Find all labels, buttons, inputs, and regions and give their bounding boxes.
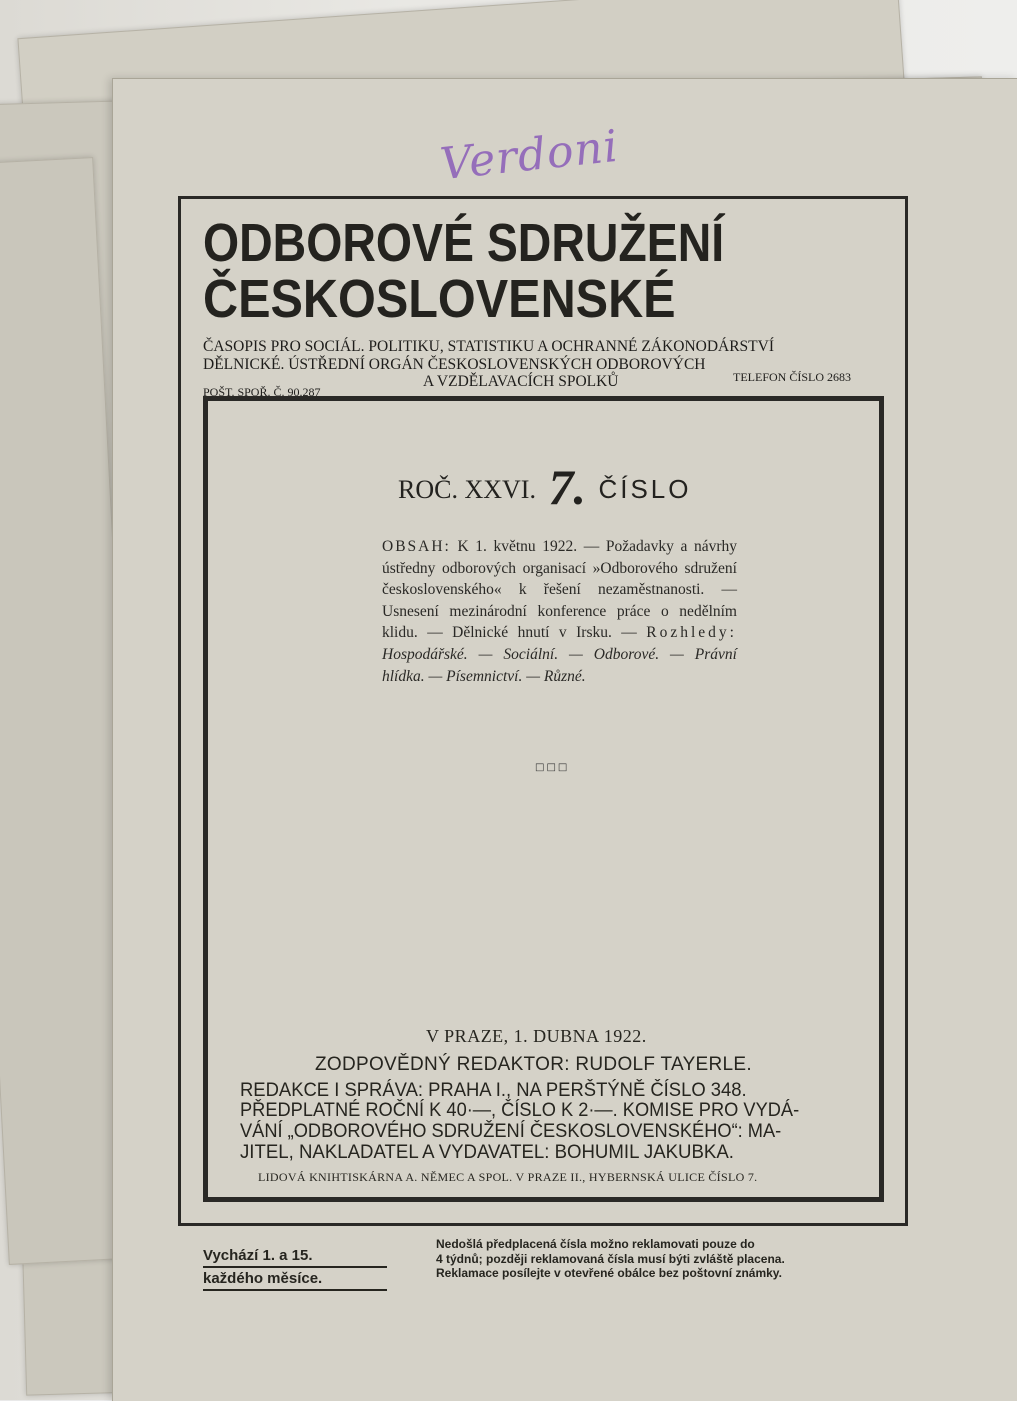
issue-heading [398,452,692,515]
telephone-number: TELEFON ČÍSLO 2683 [733,370,851,384]
issue-volume: ROČ. XXVI. [398,475,536,504]
contents-rozhledy-label: Rozhledy: [646,624,737,642]
publication-frequency [203,1245,387,1291]
imprint-subscription: PŘEDPLATNÉ ROČNÍ K 40·—, ČÍSLO K 2·—. KOMISE PRO VYDÁ- [240,1100,800,1121]
imprint-printer: LIDOVÁ KNIHTISKÁRNA A. NĚMEC A SPOL. V PRAZE II., HYBERNSKÁ ULICE ČÍSLO 7. [258,1170,758,1184]
contents-label: OBSAH: [382,538,451,555]
notice-line1: Nedošlá předplacená čísla možno reklamovati pouze do [436,1237,755,1251]
imprint-commission: VÁNÍ „ODBOROVÉHO SDRUŽENÍ ČESKOSLOVENSKÉHO“: MA- [240,1121,782,1142]
contents-articles: K 1. květnu 1922. — Požadavky a návrhy ústředny odborových organisací »Odborového sdružení československého« k řešení nezaměstnanosti. — Usnesení mezinárodní konference práce o nedělním klidu. — Dělnické hnutí v Irsku. — [382,538,738,642]
imprint-place-date: V PRAZE, 1. DUBNA 1922. [426,1026,647,1046]
notice-line3: Reklamace posílejte v otevřené obálce bez poštovní známky. [436,1266,782,1280]
masthead-title-line2: ČESKOSLOVENSKÉ [203,269,676,329]
handwritten-signature: Verdoni [437,120,622,191]
masthead-subtitle-line2: DĚLNICKÉ. ÚSTŘEDNÍ ORGÁN ČESKOSLOVENSKÝCH ODBOROVÝCH [203,356,706,373]
imprint-address: REDAKCE I SPRÁVA: PRAHA I., NA PERŠTÝNĚ ČÍSLO 348. [240,1080,747,1101]
contents-sections: Hospodářské. — Sociální. — Odborové. — Právní hlídka. — Písemnictví. — Různé. [382,645,737,685]
masthead-title-line1: ODBOROVÉ SDRUŽENÍ [203,213,725,273]
claims-notice [436,1237,936,1281]
imprint-editor: ZODPOVĚDNÝ REDAKTOR: RUDOLF TAYERLE. [315,1054,752,1075]
imprint-publisher: JITEL, NAKLADATEL A VYDAVATEL: BOHUMIL JAKUBKA. [240,1142,734,1163]
masthead-subtitle-line1: ČASOPIS PRO SOCIÁL. POLITIKU, STATISTIKU A OCHRANNÉ ZÁKONODÁRSTVÍ [203,338,775,355]
table-of-contents [382,536,737,687]
notice-line2: 4 týdnů; později reklamovaná čísla musí býti zvláště placena. [436,1251,785,1266]
masthead-subtitle-line3: A VZDĚLAVACÍCH SPOLKŮ [423,373,619,390]
postal-account: POŠT. SPOŘ. Č. 90.287 [203,385,321,399]
ornament-squares: □□□ [535,762,570,773]
frequency-line1: Vychází 1. a 15. [203,1245,387,1268]
issue-number: 7. [548,459,586,515]
frequency-line2: každého měsíce. [203,1268,387,1291]
issue-number-label: ČÍSLO [598,474,692,504]
